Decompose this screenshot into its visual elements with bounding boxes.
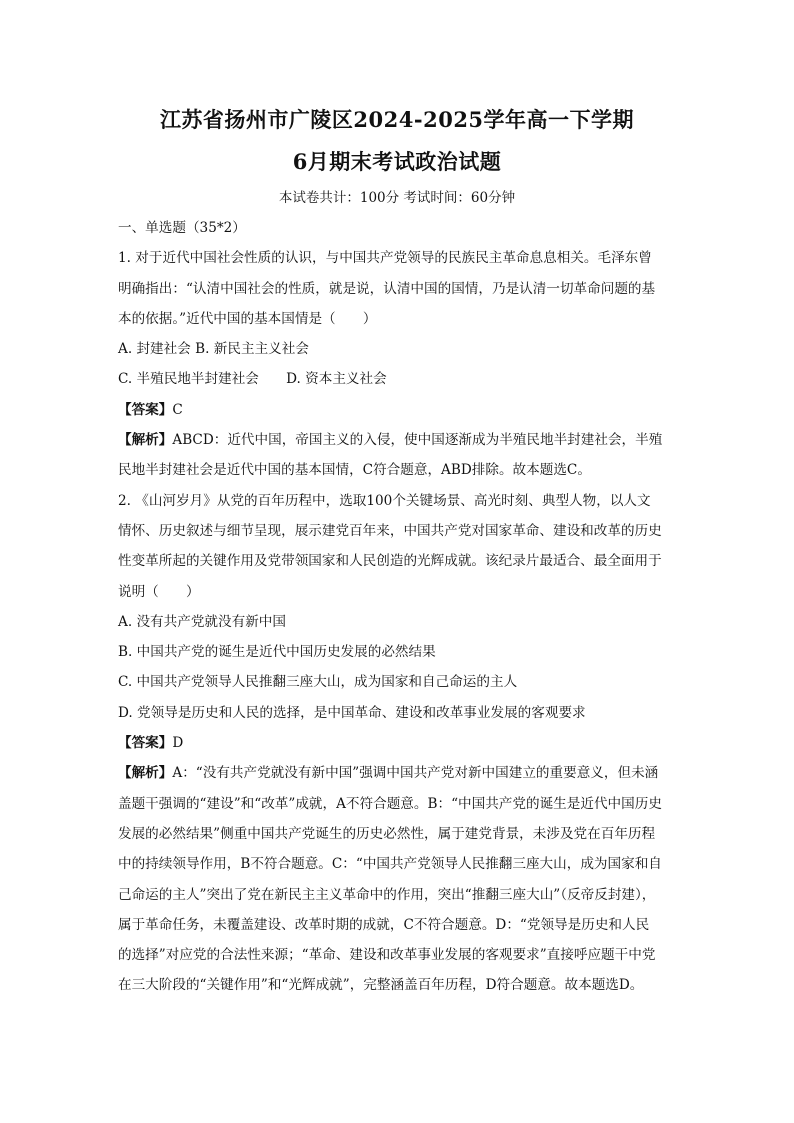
document-title-line-1: 江苏省扬州市广陵区2024-2025学年高一下学期 xyxy=(159,107,635,132)
q1-stem-line-2: 明确指出：“认清中国社会的性质，就是说，认清中国的国情，乃是认清一切革命问题的基 xyxy=(118,280,656,297)
q2-analysis-line-5: 己命运的主人”突出了党在新民主主义革命中的作用，突出“推翻三座大山”（反帝反封建）， xyxy=(118,886,656,903)
q1-options-ab: A. 封建社会 B. 新民主主义社会 xyxy=(118,341,309,358)
q2-analysis-line-6: 属于革命任务，未覆盖建设、改革时期的成就，C不符合题意。D：“党领导是历史和人民 xyxy=(118,916,650,933)
q2-analysis-line-3: 发展的必然结果”侧重中国共产党诞生的历史必然性，属于建党背景，未涉及党在百年历程 xyxy=(118,825,656,842)
q2-option-d: D. 党领导是历史和人民的选择，是中国革命、建设和改革事业发展的客观要求 xyxy=(118,704,586,721)
analysis-text: ABCD：近代中国，帝国主义的入侵，使中国逐渐成为半殖民地半封建社会，半殖 xyxy=(172,432,663,449)
q2-stem-line-1: 2. 《山河岁月》从党的百年历程中，选取100个关键场景、高光时刻、典型人物，以人文 xyxy=(118,492,651,509)
q2-analysis-line-2: 盖题干强调的“建设”和“改革”成就，A不符合题意。B：“中国共产党的诞生是近代中国历史 xyxy=(118,795,662,812)
q2-option-c: C. 中国共产党领导人民推翻三座大山，成为国家和自己命运的主人 xyxy=(118,674,518,691)
q1-stem-line-3: 本的依据。”近代中国的基本国情是（ ） xyxy=(118,310,377,327)
q1-analysis-line-1 xyxy=(118,425,678,455)
analysis-label: 【解析】 xyxy=(118,765,173,782)
answer-value: C xyxy=(172,401,183,418)
q1-answer xyxy=(118,395,678,425)
analysis-label: 【解析】 xyxy=(118,432,173,449)
q2-stem-line-4: 说明（ ） xyxy=(118,583,200,600)
answer-label: 【答案】 xyxy=(118,401,173,418)
q2-stem-line-3: 性变革所起的关键作用及党带领国家和人民创造的光辉成就。该纪录片最适合、最全面用于 xyxy=(118,553,662,570)
q1-stem-line-1: 1. 对于近代中国社会性质的认识，与中国共产党领导的民族民主革命息息相关。毛泽东曾 xyxy=(118,250,652,267)
analysis-text: A：“没有共产党就没有新中国”强调中国共产党对新中国建立的重要意义，但未涵 xyxy=(172,765,659,782)
q2-analysis-line-4: 中的持续领导作用，B不符合题意。C：“中国共产党领导人民推翻三座大山，成为国家和自 xyxy=(118,856,662,873)
q2-answer xyxy=(118,728,678,758)
answer-label: 【答案】 xyxy=(118,735,173,752)
q2-analysis-line-8: 在三大阶段的“关键作用”和“光辉成就”，完整涵盖百年历程，D符合题意。故本题选D。 xyxy=(118,977,644,994)
q2-analysis-line-1 xyxy=(118,758,678,788)
document-title-line-2: 6月期末考试政治试题 xyxy=(292,149,502,174)
q2-option-b: B. 中国共产党的诞生是近代中国历史发展的必然结果 xyxy=(118,644,436,661)
q2-stem-line-2: 情怀、历史叙述与细节呈现，展示建党百年来，中国共产党对国家革命、建设和改革的历史 xyxy=(118,522,662,539)
q1-options-cd: C. 半殖民地半封建社会 D. 资本主义社会 xyxy=(118,371,387,388)
q1-analysis-line-2: 民地半封建社会是近代中国的基本国情，C符合题意，ABD排除。故本题选C。 xyxy=(118,462,591,479)
exam-info: 本试卷共计：100分 考试时间：60分钟 xyxy=(278,190,516,206)
q2-analysis-line-7: 的选择”对应党的合法性来源；“革命、建设和改革事业发展的客观要求”直接呼应题干中党 xyxy=(118,947,656,964)
q2-option-a: A. 没有共产党就没有新中国 xyxy=(118,613,286,630)
document-body xyxy=(118,213,678,1001)
section-heading: 一、单选题（35*2） xyxy=(118,220,246,236)
answer-value: D xyxy=(172,735,184,752)
